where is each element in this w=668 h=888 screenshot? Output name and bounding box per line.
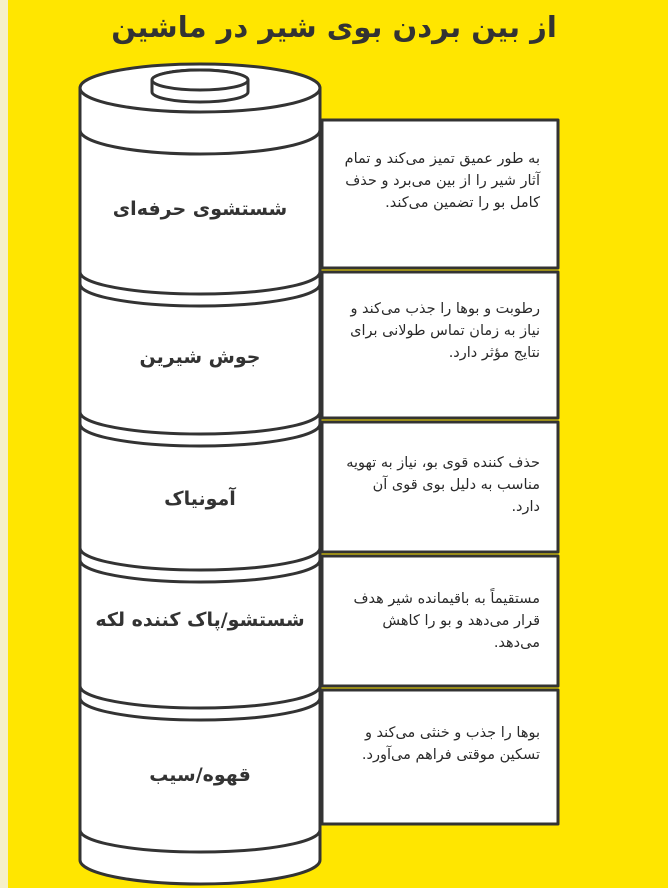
description-5: بوها را جذب و خنثی می‌کند و تسکین موقتی فراهم می‌آورد. [361, 725, 540, 763]
description-1: به طور عمیق تمیز می‌کند و تمام آثار شیر را از بین می‌برد و حذف کامل بو را تضمین می‌کند. [344, 151, 540, 211]
segment-label-5: قهوه/سیب [149, 764, 251, 786]
segment-label-4: شستشو/پاک کننده لکه [95, 609, 305, 631]
segment-label-2: جوش شیرین [139, 346, 261, 368]
cylinder-cap-lid [152, 70, 248, 90]
segment-label-1: شستشوی حرفه‌ای [112, 198, 288, 220]
description-4: مستقیماً به باقیمانده شیر هدف قرار می‌دهد و بو را کاهش می‌دهد. [353, 591, 540, 651]
page-title: از بین بردن بوی شیر در ماشین [111, 10, 557, 44]
segment-label-3: آمونیاک [164, 488, 236, 510]
description-3: حذف کننده قوی بو، نیاز به تهویه مناسب به دلیل بوی قوی آن دارد. [346, 455, 540, 515]
description-2: رطوبت و بوها را جذب می‌کند و نیاز به زمان تماس طولانی برای نتایج مؤثر دارد. [350, 301, 540, 361]
